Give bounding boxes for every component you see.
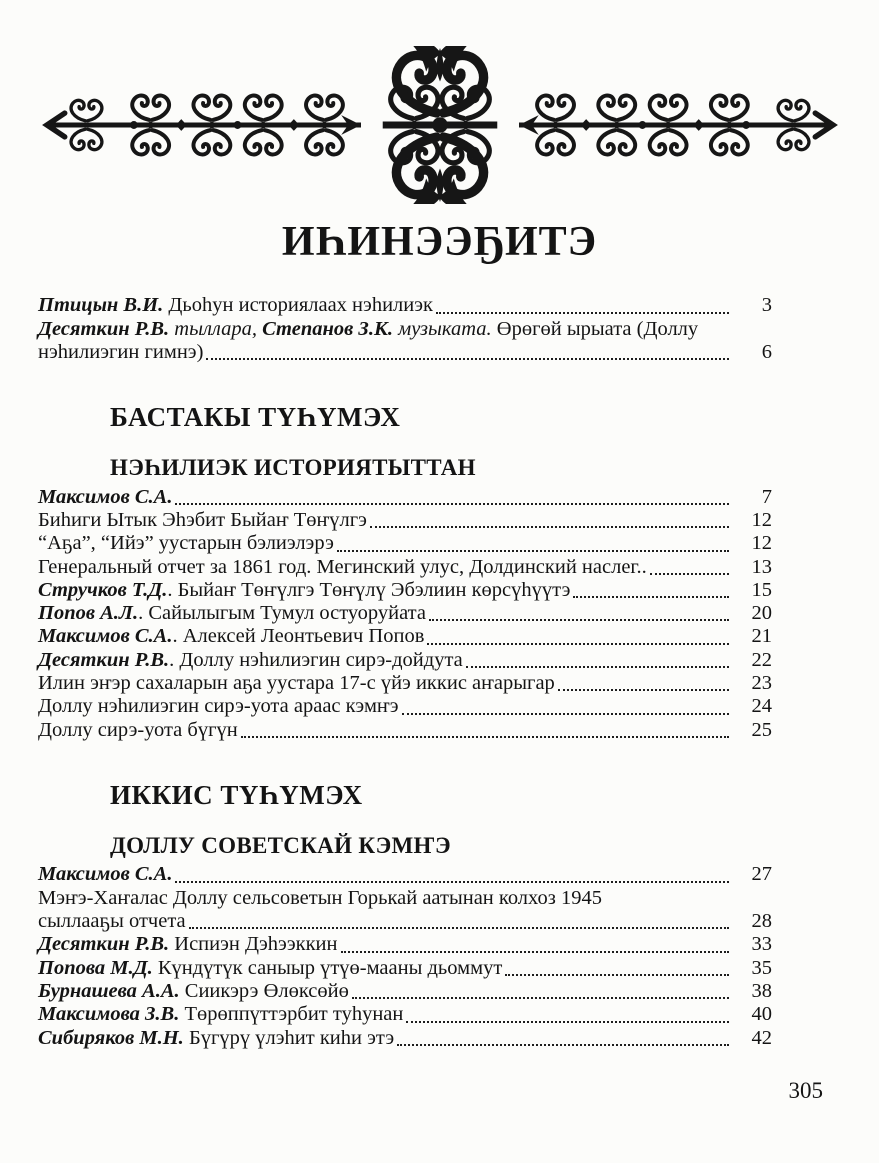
- toc-entry-page-number: 27: [751, 863, 772, 886]
- toc-entry-title: Максимова З.В. Төрөппүттэрбит туһунан: [38, 1003, 404, 1026]
- dot-leader: [370, 526, 729, 528]
- dot-leader: [558, 689, 729, 691]
- toc-entry: [38, 649, 778, 672]
- dot-leader: [505, 974, 729, 976]
- dot-leader: [466, 666, 729, 668]
- toc-entry-page-number: 35: [751, 956, 772, 979]
- toc-entry-title: Илин эҥэр сахаларын аҕа уустара 17-с үйэ иккис аҥарыгар: [38, 672, 555, 695]
- toc-entry-page-number: 12: [751, 508, 772, 531]
- toc-entry-title: нэһилиэгин гимнэ): [38, 340, 204, 363]
- toc-entry: [38, 719, 778, 742]
- toc-entry: [38, 532, 778, 555]
- dot-leader: [406, 1021, 729, 1023]
- dot-leader: [436, 312, 729, 314]
- toc-entry-title: Бурнашева А.А. Сиикэрэ Өлөксөйө: [38, 979, 349, 1002]
- toc-entry: [38, 933, 778, 956]
- toc-entry: [38, 294, 778, 317]
- toc-entry-page-number: 42: [751, 1026, 772, 1049]
- toc-entry: [38, 602, 778, 625]
- toc-entry-title: Генеральный отчет за 1861 год. Мегинский улус, Долдинский наслег..: [38, 555, 647, 578]
- toc-entry-page-number: 24: [751, 695, 772, 718]
- toc-entry: [38, 910, 778, 933]
- toc-entry: [38, 556, 778, 579]
- folio-page-number: 305: [788, 1078, 823, 1103]
- yakut-scroll-divider-icon: [34, 46, 846, 204]
- toc-entry-title: Десяткин Р.В.. Доллу нэһилиэгин сирэ-дойдута: [38, 648, 463, 671]
- toc-entry-title: Сибиряков М.Н. Бүгүрү үлэһит киһи этэ: [38, 1026, 395, 1049]
- toc-entry: [38, 863, 778, 886]
- toc-entry-title: Попова М.Д. Күндүтүк саныыр үтүө-мааны дьоммут: [38, 956, 503, 979]
- dot-leader: [427, 643, 729, 645]
- toc-entry-title: Максимов С.А.: [38, 863, 173, 886]
- toc-entry: [38, 672, 778, 695]
- toc-entry: [38, 318, 778, 341]
- toc-entry-page-number: 28: [751, 910, 772, 933]
- dot-leader: [337, 550, 729, 552]
- toc-entry: [38, 1027, 778, 1050]
- toc-entry: [38, 579, 778, 602]
- toc-entry-title: Десяткин Р.В. тыллара, Степанов З.К. музыката. Өрөгөй ырыата (Доллу: [38, 317, 699, 340]
- dot-leader: [175, 503, 729, 505]
- toc-entry-page-number: 21: [751, 625, 772, 648]
- dot-leader: [189, 927, 729, 929]
- toc-entry-title: Биһиги Ытык Эһэбит Быйаҥ Төҥүлгэ: [38, 508, 367, 531]
- dot-leader: [573, 596, 729, 598]
- toc-entry-page-number: 3: [761, 294, 772, 317]
- toc-entry: [38, 695, 778, 718]
- toc-entry-page-number: 22: [751, 648, 772, 671]
- toc-entry-page-number: 40: [751, 1003, 772, 1026]
- toc-entry-group: [38, 294, 778, 364]
- toc-entry-page-number: 12: [751, 532, 772, 555]
- dot-leader: [352, 997, 729, 999]
- toc-entry: [38, 980, 778, 1003]
- dot-leader: [650, 573, 729, 575]
- subsection-heading: ДОЛЛУ СОВЕТСКАЙ КЭМҤЭ: [110, 832, 451, 858]
- toc-entry-title: Стручков Т.Д.. Быйаҥ Төҥүлгэ Төҥүлү Эбэлиин көрсүһүүтэ: [38, 578, 571, 601]
- toc-entry-page-number: 6: [761, 340, 772, 363]
- dot-leader: [429, 619, 729, 621]
- toc-entry-page-number: 25: [751, 718, 772, 741]
- toc-entry-title: сыллааҕы отчета: [38, 910, 186, 933]
- toc-entry-page-number: 20: [751, 602, 772, 625]
- toc-entry-page-number: 33: [751, 933, 772, 956]
- toc-entry: [38, 486, 778, 509]
- toc-entry-title: Попов А.Л.. Сайылыгым Тумул остуоруйата: [38, 602, 426, 625]
- toc-entry: [38, 957, 778, 980]
- toc-entry-title: Доллу сирэ-уота бүгүн: [38, 718, 238, 741]
- toc-entry: [38, 1003, 778, 1026]
- dot-leader: [206, 358, 729, 360]
- toc-entry-group: [38, 863, 778, 1049]
- toc-entry: [38, 341, 778, 364]
- toc-entry-page-number: 15: [751, 578, 772, 601]
- dot-leader: [241, 736, 729, 738]
- toc-entry-title: Птицын В.И. Дьоһун историялаах нэһилиэк: [38, 294, 434, 317]
- dot-leader: [402, 713, 730, 715]
- toc-entry: [38, 509, 778, 532]
- dot-leader: [341, 951, 730, 953]
- toc: [38, 294, 778, 1050]
- toc-entry-title: Десяткин Р.В. Испиэн Дэһээккин: [38, 933, 338, 956]
- section-heading: БАСТАКЫ ТҮҺҮМЭХ: [110, 402, 401, 433]
- dot-leader: [175, 881, 729, 883]
- toc-entry-title: “Аҕа”, “Ийэ” уустарын бэлиэлэрэ: [38, 532, 334, 555]
- toc-entry-title: Мэҥэ-Хаҥалас Доллу сельсоветын Горькай аатынан колхоз 1945: [38, 886, 602, 909]
- toc-entry: [38, 887, 778, 910]
- page-title: ИҺИНЭЭҔИТЭ: [281, 219, 598, 265]
- toc-entry-title: Максимов С.А.: [38, 485, 173, 508]
- toc-entry-page-number: 23: [751, 672, 772, 695]
- toc-entry-title: Максимов С.А.. Алексей Леонтьевич Попов: [38, 625, 425, 648]
- subsection-heading: НЭҺИЛИЭК ИСТОРИЯТЫТТАН: [110, 455, 476, 481]
- section-heading: ИККИС ТҮҺҮМЭХ: [110, 779, 363, 810]
- dot-leader: [397, 1044, 729, 1046]
- toc-entry-page-number: 13: [751, 555, 772, 578]
- toc-entry: [38, 625, 778, 648]
- toc-entry-group: [38, 486, 778, 742]
- toc-entry-title: Доллу нэһилиэгин сирэ-уота араас кэмҥэ: [38, 695, 399, 718]
- toc-entry-page-number: 38: [751, 979, 772, 1002]
- toc-entry-page-number: 7: [761, 485, 772, 508]
